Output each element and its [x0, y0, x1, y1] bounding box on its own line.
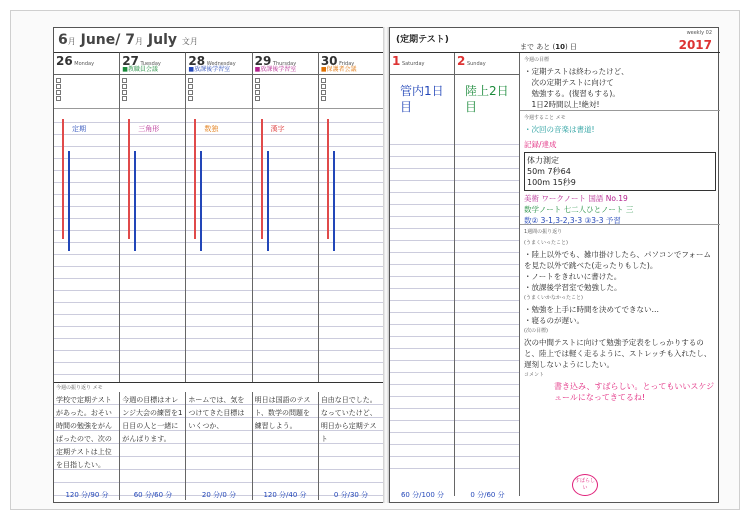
time-bar	[327, 119, 329, 239]
record-line: 体力測定	[527, 156, 559, 165]
day-event: ■保護者会議	[320, 66, 357, 73]
next-label: (次の目標)	[524, 328, 548, 334]
bad-line: ・勉強を上手に時間を決めてできない…	[524, 305, 659, 314]
footer-total: 20 分/0 分	[201, 491, 237, 499]
day-header	[253, 53, 318, 75]
month2-num: 7	[125, 32, 136, 48]
scan-frame	[10, 10, 740, 510]
checklist	[186, 75, 251, 109]
footer-total: 120 分/90 分	[65, 491, 109, 499]
day-header	[390, 53, 454, 75]
timeline	[54, 111, 119, 382]
timeline	[253, 111, 318, 382]
checkbox	[321, 78, 326, 83]
day-event: ■教職員会議	[122, 66, 158, 73]
day-column	[186, 52, 252, 382]
day-number: 27	[122, 54, 139, 68]
day-number: 30	[320, 54, 338, 68]
goal-line: 1日2時間以上!絶対!	[524, 100, 600, 109]
day-column	[319, 52, 384, 382]
good-line: ・陸上以外でも、雑巾掛けしたら、パソコンでフォームを見た以外で跳べた(走ったりもした)。	[524, 250, 711, 270]
day-event: 管内1日目	[400, 84, 444, 114]
right-panel	[520, 52, 720, 496]
record-box	[524, 152, 716, 191]
memo-label: 今週の振り返り メモ	[56, 385, 103, 391]
day-number: 29	[254, 54, 272, 68]
day-number: 28	[188, 54, 206, 68]
day-number: 2	[457, 54, 466, 68]
checkbox	[122, 90, 127, 95]
month-header: 6月 June/ 7月 July 文月	[58, 32, 198, 48]
todo-text: ・次回の音楽は書道!	[524, 125, 595, 134]
countdown-number: 10	[555, 43, 565, 51]
bad-line: ・寝るのが遅い。	[524, 316, 584, 325]
weekday-label: Saturday	[400, 61, 425, 67]
day-header	[186, 53, 251, 75]
record-line: 100m 15秒9	[527, 178, 576, 187]
footer-total: 60 分/60 分	[133, 491, 173, 499]
goal-line: ・定期テストは終わったけど、	[524, 67, 629, 76]
month2-kanji: 文月	[181, 37, 198, 46]
time-bar	[267, 151, 269, 251]
day-column	[54, 52, 120, 382]
year-label: 2017	[678, 38, 712, 52]
good-line: ・ノートをきれいに書けた。	[524, 272, 622, 281]
timeline	[319, 111, 384, 382]
exam-title: 定期テスト	[400, 35, 445, 45]
checkbox	[321, 96, 326, 101]
todo-section	[520, 111, 720, 225]
goal-line: 勉強する。(復習もする)。	[524, 89, 620, 98]
teacher-comment: 書き込み、すばらしい。とってもいいスケジュールになってきてるね!	[554, 382, 715, 402]
checkbox	[56, 96, 61, 101]
left-footer	[54, 490, 384, 500]
weekend-column	[455, 53, 520, 496]
good-label: (うまくいったこと)	[524, 240, 568, 246]
checkbox	[56, 78, 61, 83]
day-header	[319, 53, 384, 75]
timeline-note: 定期	[72, 125, 86, 133]
timeline-note: 漢字	[270, 125, 285, 133]
month1-num: 6	[58, 32, 68, 48]
memo-column: 学校で定期テストがあった。おそい時間の勉強をがんばったので、次の定期テストは上位を目指したい。	[54, 392, 120, 500]
checkbox	[188, 84, 193, 89]
comment-label: コメント	[524, 372, 545, 378]
footer-total: 0 分/60 分	[470, 491, 505, 499]
countdown-unit: 日	[569, 43, 577, 51]
month1-name: June	[80, 32, 116, 48]
checkbox	[188, 96, 193, 101]
month2-name: July	[147, 32, 177, 48]
footer-total: 120 分/40 分	[263, 491, 307, 499]
time-bar	[333, 151, 335, 251]
review-label: 1週間の振り返り	[524, 229, 563, 235]
checkbox	[122, 78, 127, 83]
day-number: 1	[392, 54, 401, 68]
day-event: ■放課後学習室	[188, 66, 231, 73]
study-line: 美術 ワークノート 国語 No.19	[524, 194, 628, 203]
goal-label: 今週の目標	[524, 57, 550, 63]
checkbox	[56, 90, 61, 95]
checkbox	[188, 90, 193, 95]
weekday-label: Wednesday	[205, 61, 236, 67]
day-event: 陸上2日目	[465, 84, 509, 114]
day-header	[54, 53, 119, 75]
right-footer	[390, 490, 520, 500]
memo-column: ホームでは、気をつけてきた目標はいくつか、	[186, 392, 252, 500]
weekly-memo	[54, 382, 384, 504]
study-line: 数学ノート 七二人ひとノート 三	[524, 205, 634, 214]
footer-total: 0 分/30 分	[333, 491, 369, 499]
good-line: ・放課後学習室で勉強した。	[524, 283, 622, 292]
until-label: まで あと	[520, 43, 551, 51]
exam-countdown: (定期テスト)	[396, 35, 449, 45]
timeline	[120, 111, 185, 382]
time-bar	[128, 119, 130, 239]
checkbox	[122, 84, 127, 89]
checkbox	[255, 84, 260, 89]
left-page	[53, 27, 383, 503]
right-page	[389, 27, 719, 503]
weekday-label: Monday	[72, 61, 95, 67]
timeline-note: 数独	[204, 125, 219, 133]
countdown-line: まで あと (10) 日	[520, 43, 577, 51]
timeline-note: 三角形	[138, 125, 160, 133]
weekend-column	[390, 53, 455, 496]
checkbox	[56, 84, 61, 89]
time-bar	[194, 119, 196, 239]
day-column	[253, 52, 319, 382]
record-label: 記録/達成	[524, 140, 557, 149]
review-section	[520, 225, 720, 475]
checkbox	[188, 78, 193, 83]
weekday-label: Friday	[337, 61, 355, 67]
memo-column: 明日は国語のテスト、数学の問題を練習しよう。	[253, 392, 319, 500]
day-event: ■放課後学習室	[254, 66, 297, 73]
checklist	[319, 75, 384, 109]
time-bar	[68, 151, 70, 251]
timeline	[186, 111, 251, 382]
brand-label: weekly 02	[686, 30, 712, 36]
day-header	[120, 53, 185, 75]
checkbox	[255, 78, 260, 83]
timeline	[390, 133, 454, 476]
checklist	[253, 75, 318, 109]
goal-line: 次の定期テストに向けて	[524, 78, 614, 87]
checkbox	[321, 84, 326, 89]
memo-column: 自由な日でした。なっていたけど、明日から定期テスト	[319, 392, 384, 500]
weekday-label: Thursday	[271, 61, 297, 67]
day-number: 26	[56, 54, 73, 68]
weekend-days	[390, 52, 520, 496]
checkbox	[255, 96, 260, 101]
checkbox	[255, 90, 260, 95]
time-bar	[62, 119, 64, 239]
checklist	[120, 75, 185, 109]
record-line: 50m 7秒64	[527, 167, 571, 176]
bad-label: (うまくいかなかったこと)	[524, 295, 583, 301]
time-bar	[200, 151, 202, 251]
checkbox	[122, 96, 127, 101]
day-column	[120, 52, 186, 382]
footer-total: 60 分/100 分	[400, 491, 445, 499]
weekday-label: Sunday	[465, 61, 486, 67]
memo-columns	[54, 392, 384, 500]
timeline	[455, 133, 519, 476]
weekday-label: Tuesday	[138, 61, 161, 67]
goal-section	[520, 53, 720, 111]
checklist	[54, 75, 119, 109]
next-goal: 次の中間テストに向けて勉強予定表をしっかりするのと、陸上では軽く走るように、ストレッチも入れたし、遅刻しないようにしたい。	[524, 338, 712, 369]
memo-column: 今週の目標はオレンジ大会の練習を1日目の人と一緒にがんばります。	[120, 392, 186, 500]
week-days	[54, 52, 384, 382]
day-header	[455, 53, 519, 75]
time-bar	[261, 119, 263, 239]
time-bar	[134, 151, 136, 251]
teacher-stamp: すばらしい	[572, 474, 598, 496]
study-line: 数② 3-1,3-2,3-3 ③3-3 予習	[524, 216, 621, 225]
checkbox	[321, 90, 326, 95]
todo-label: 今週すること メモ	[524, 115, 566, 121]
